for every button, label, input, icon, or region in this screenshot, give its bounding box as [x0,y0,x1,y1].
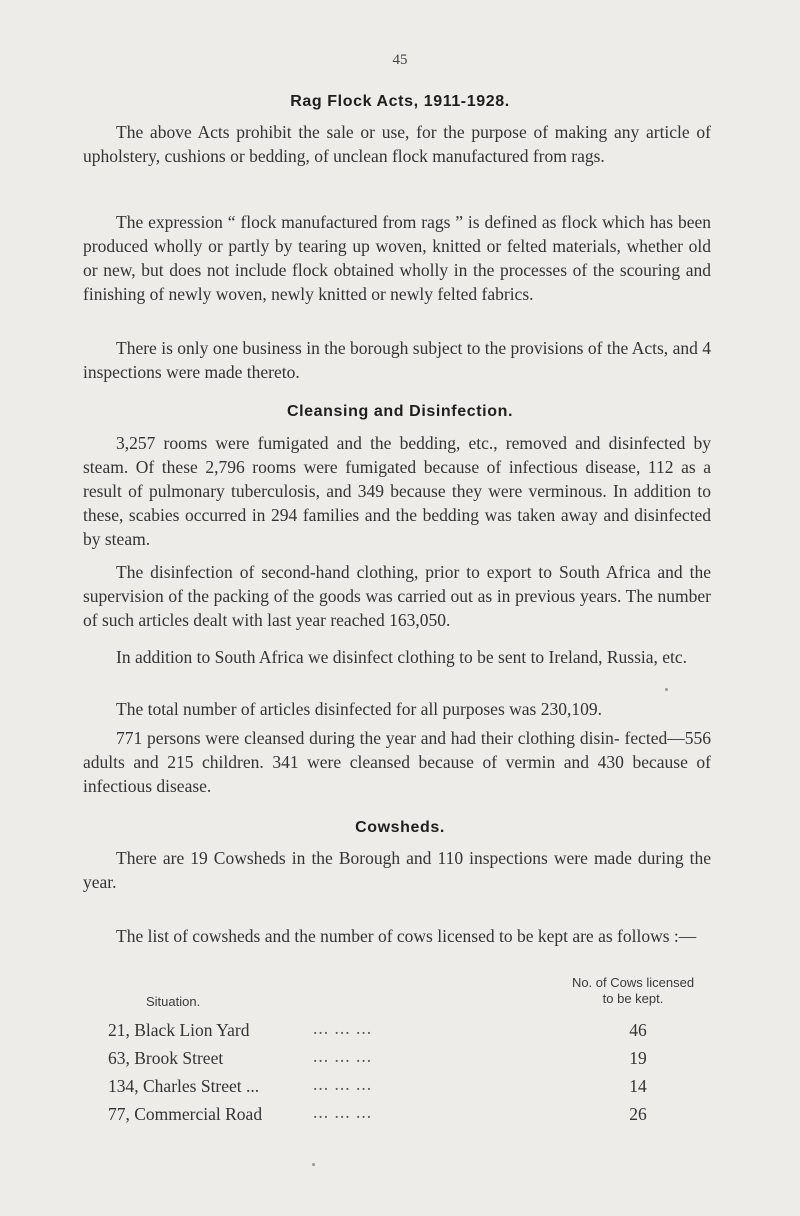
cleansing-paragraph-5: 771 persons were cleansed during the year and had their clothing disin- fected—556 adults and 215 children. 341 were cleansed because of vermin and 430 because of infectious disease. [83,728,711,796]
row-leader-dots: ... ... ... [313,1074,373,1094]
paper-speck [312,1163,315,1166]
row-count: 14 [629,1076,647,1096]
table-row [108,1020,668,1044]
table-row [108,1048,668,1072]
rag-flock-heading: Rag Flock Acts, 1911-1928. [290,93,510,110]
row-situation: 77, Commercial Road [108,1104,263,1124]
row-leader-dots: ... ... ... [313,1102,373,1122]
cleansing-paragraph-1: 3,257 rooms were fumigated and the bedding, etc., removed and disinfected by steam. Of these 2,796 rooms were fumigated because of infectious disease, 112 as a result of pulmonary tuberculosis, and 349 because they were verminous. In addition to these, scabies occurred in 294 families and the bedding was taken away and disinfected by steam. [83,433,711,549]
cowsheds-heading: Cowsheds. [355,819,445,836]
column-header-situation: Situation. [146,994,201,1009]
row-situation: 63, Brook Street [108,1048,224,1068]
column-header-cows-line-2: to be kept. [602,991,664,1006]
table-row [108,1104,668,1128]
cleansing-paragraph-4: The total number of articles disinfected for all purposes was 230,109. [116,699,602,719]
row-count: 46 [629,1020,647,1040]
row-count: 19 [629,1048,647,1068]
rag-flock-paragraph-2: The expression “ flock manufactured from rags ” is defined as flock which has been produced wholly or partly by tearing up woven, knitted or felted materials, whether old or new, but does not include flock obtained wholly in the processes of the scouring and finishing of newly woven, newly knitted or newly felted fabrics. [83,212,711,304]
cleansing-paragraph-3: In addition to South Africa we disinfect clothing to be sent to Ireland, Russia, etc. [116,647,688,667]
column-header-cows-line-1: No. of Cows licensed [571,975,695,990]
row-leader-dots: ... ... ... [313,1046,373,1066]
row-leader-dots: ... ... ... [313,1018,373,1038]
row-situation: 134, Charles Street ... [108,1076,260,1096]
rag-flock-paragraph-3: There is only one business in the borough subject to the provisions of the Acts, and 4 inspections were made thereto. [83,338,711,382]
paper-speck [665,688,668,691]
cowsheds-paragraph-2: The list of cowsheds and the number of cows licensed to be kept are as follows :— [116,926,697,946]
cowsheds-paragraph-1: There are 19 Cowsheds in the Borough and 110 inspections were made during the year. [83,848,711,892]
table-row [108,1076,668,1100]
cleansing-paragraph-2: The disinfection of second-hand clothing, prior to export to South Africa and the supervision of the packing of the goods was carried out as in previous years. The number of such articles dealt with last year reached 163,050. [83,562,711,630]
row-count: 26 [629,1104,647,1124]
column-header-cows [548,975,718,1007]
row-situation: 21, Black Lion Yard [108,1020,250,1040]
page-number: 45 [392,52,408,68]
cleansing-heading: Cleansing and Disinfection. [286,403,513,420]
rag-flock-paragraph-1: The above Acts prohibit the sale or use, for the purpose of making any article of upholstery, cushions or bedding, of unclean flock manufactured from rags. [83,122,711,166]
